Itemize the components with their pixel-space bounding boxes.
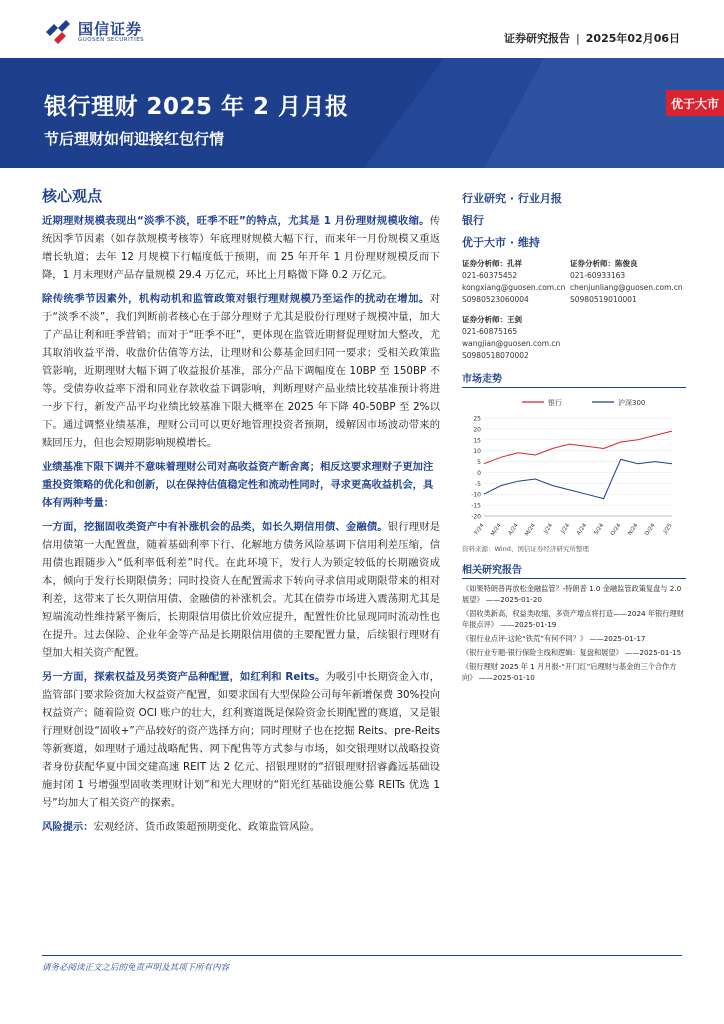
analyst-card [570,258,686,306]
paragraph-2 [42,290,440,452]
report-subtitle: 节后理财如何迎接红包行情 [44,130,225,148]
analyst-license: S0980523060004 [462,295,529,304]
company-logo [44,20,144,44]
y-tick-label: 15 [473,437,481,445]
risk-body: 宏观经济、货币政策超预期变化、政策监管风险。 [93,821,321,833]
title-banner [0,58,724,168]
x-tick-label: J/24 [543,522,555,535]
analyst-phone: 021-60875165 [462,327,518,336]
related-report-item[interactable]: 《银行业点评-这轮“铁荒”有何不同？》 ——2025-01-17 [462,634,646,643]
industry-rating: 优于大市 · 维持 [462,236,540,249]
logo-icon [44,20,72,44]
analyst-email[interactable]: chenjunliang@guosen.com.cn [570,283,683,292]
logo-name-en: GUOSEN SECURITIES [78,36,145,43]
analyst-phone: 021-60375452 [462,271,518,280]
paragraph-5 [42,668,440,812]
related-report-item[interactable]: 《固收类新高，权益类收缩，多资产增点将打造——2024 年银行理财年报点评》 ——2025-01-19 [462,609,684,629]
x-tick-label: J/25 [662,522,674,535]
y-tick-label: 25 [473,415,481,423]
section-heading: 核心观点 [42,187,103,205]
y-tick-label: 20 [473,426,481,434]
x-tick-label: M/24 [490,522,503,538]
analyst-role: 证券分析师：孔祥 [462,259,522,268]
banner-decoration [304,58,724,168]
risk-note [42,818,440,836]
y-tick-label: -20 [471,513,481,521]
series-line-bank [484,431,672,464]
y-tick-label: 0 [477,469,481,477]
paragraph-4-body: 银行理财是信用债第一大配置盘，随着基础利率下行、化解地方债务风险基调下信用利差压缩，信用债也跟随步入“低利率低利差”时代。在此环境下，发行人为锁定较低的长期融资成本，倾向于发行长期限债务；同时投资人在配置需求下转向寻求信用或期限带来的相对利差，这带来了长久期信用债、金融债的补涨机会。尤其在债券市场进入震荡期尤其是短端流动性维持紧平衡后，长期限信用债比价效应提升，配置性价比显现同时流动性也在提升。过去保险、企业年金等产品是长期限信用债的主要配置力量，后续银行理财有望加大相关资产配置。 [42,521,441,659]
related-reports-title: 相关研究报告 [462,561,686,579]
legend-label: 沪深300 [618,399,646,407]
related-report-item[interactable]: 《如果特朗普再放松金融监管？-特朗普 1.0 金融监管政策复盘与 2.0 展望》 ——2025-01-20 [462,584,682,604]
market-trend-title: 市场走势 [462,370,686,388]
related-report-item[interactable]: 《银行理财 2025 年 1 月月报-“开门红”后理财与基金的三个合作方向》 ——2025-01-10 [462,662,677,682]
series-line-hs300 [484,459,672,498]
x-tick-label: J/24 [560,522,572,535]
x-tick-label: N/24 [627,522,640,537]
x-tick-label: A/24 [507,522,520,537]
y-tick-label: -5 [475,480,481,488]
x-tick-label: F/24 [473,522,486,536]
industry-category: 行业研究 · 行业月报 [462,192,562,205]
report-title: 银行理财 2025 年 2 月月报 [44,94,349,120]
footer-divider [42,955,682,956]
analyst-card [462,258,570,306]
legend-label: 银行 [548,399,562,407]
paragraph-4 [42,518,440,662]
paragraph-1-body: 传统因季节因素（如存款规模考核等）年底理财规模大幅下行，而来年一月份规模又重返增长轨道；去年 12 月规模下行幅度低于预期，而 25 年开年 1 月份理财规模反而下降，1 月末理财产品存量规模 29.4 万亿元，环比上月略微下降 0.2 万亿元。 [42,215,440,281]
paragraph-5-body: 为吸引中长期资金入市，监管部门要求险资加大权益资产配置，如要求国有大型保险公司每年新增保费 30%投向权益资产；随着险资 OCI 账户的壮大，红利赛道既是保险资金长期配置的赛道，又是银行理财创设“固收+”产品较好的资产选择方向；同时理财子也在挖掘 Reits、pre-Reits 等新赛道，如理财子通过战略配售、网下配售等方式参与市场，如交银理财以战略投资者身份获配华夏中国交建高速 REIT 达 2 亿元、招银理财的“招银理财招睿鑫远基础设施封闭 1 号增强型固收类理财计划”和光大理财的“阳光红基础设施公募 REITs 优选 1 号”均加大了相关资产的探索。 [42,671,441,809]
industry-name: 银行 [462,214,484,227]
paragraph-5-highlight: 另一方面，探索权益及另类资产品种配置，如红利和 Reits。 [42,671,326,683]
analyst-list [462,258,686,370]
y-tick-label: 5 [477,459,481,467]
x-tick-label: S/24 [593,522,606,537]
paragraph-2-highlight: 除传统季节因素外，机构动机和监管政策对银行理财规模乃至运作的扰动在增加。 [42,293,430,305]
y-tick-label: -10 [471,491,481,499]
report-date: 2025年02月06日 [585,32,680,45]
y-tick-label: -15 [471,502,481,510]
rating-badge: 优于大市 [666,90,724,116]
analyst-role: 证券分析师：陈俊良 [570,259,638,268]
x-tick-label: A/24 [576,522,589,537]
analyst-email[interactable]: wangjian@guosen.com.cn [462,339,561,348]
analyst-license: S0980518070002 [462,351,529,360]
market-trend-chart [462,392,682,542]
report-meta [504,30,680,46]
risk-label: 风险提示： [42,821,94,833]
report-type: 证券研究报告 [504,32,571,45]
paragraph-1-highlight: 近期理财规模表现出“淡季不淡，旺季不旺”的特点，尤其是 1 月份理财规模收缩。 [42,215,430,227]
core-view-section [42,185,440,842]
paragraph-4-highlight: 一方面，挖掘固收类资产中有补涨机会的品类，如长久期信用债、金融债。 [42,521,388,533]
x-tick-label: D/24 [644,522,657,537]
analyst-phone: 021-60933163 [570,271,626,280]
logo-name-cn: 国信证券 [78,19,143,38]
related-reports-list [462,583,686,683]
y-tick-label: 10 [473,448,481,456]
x-tick-label: M/24 [524,522,537,538]
x-tick-label: O/24 [609,522,623,537]
chart-source: 资料来源：Wind、国信证券经济研究所整理 [462,545,589,553]
top-bar [0,0,724,58]
analyst-license: S0980519010001 [570,295,637,304]
paragraph-2-body: 对于“淡季不淡”，我们判断前者核心在于部分理财子尤其是股份行理财子规模冲量，加大了产品让利和旺季营销；而对于“旺季不旺”，更体现在监管近期督促理财加大整改，尤其取消收益平滑、收盘价估值等方法，让理财和公募基金回归同一要求；受相关政策监管影响，近期理财大幅下调了收益报价基准，部分产品下调幅度在 10BP 至 150BP 不等。受债券收益率下滑和同业存款收益下调影响，判断理财产品业绩比较基准预计将进一步下行，新发产品平均业绩比较基准下限大概率在 2025 年下降 40-50BP 至 2%以下。通过调整业绩基准，理财公司可以更好地管理投资者预期，缓解因市场波动带来的赎回压力，但也会短期影响规模增长。 [42,293,440,449]
trend-chart-svg [462,392,682,542]
meta-divider: | [576,32,580,45]
disclaimer-note: 请务必阅读正文之后的免责声明及其项下所有内容 [42,963,230,973]
analyst-card [462,314,570,362]
sidebar [462,188,686,686]
analyst-role: 证券分析师：王剑 [462,315,522,324]
paragraph-1 [42,212,440,284]
paragraph-3-title: 业绩基准下限下调并不意味着理财公司对高收益资产断舍离；相反这要求理财子更加注重投资策略的优化和创新，以在保持估值稳定性和流动性同时，寻求更高收益机会，具体有两种考量： [42,461,434,509]
analyst-email[interactable]: kongxiang@guosen.com.cn [462,283,566,292]
related-report-item[interactable]: 《银行业专题-银行保险主线和逻辑：复盘和展望》 ——2025-01-15 [462,648,682,657]
